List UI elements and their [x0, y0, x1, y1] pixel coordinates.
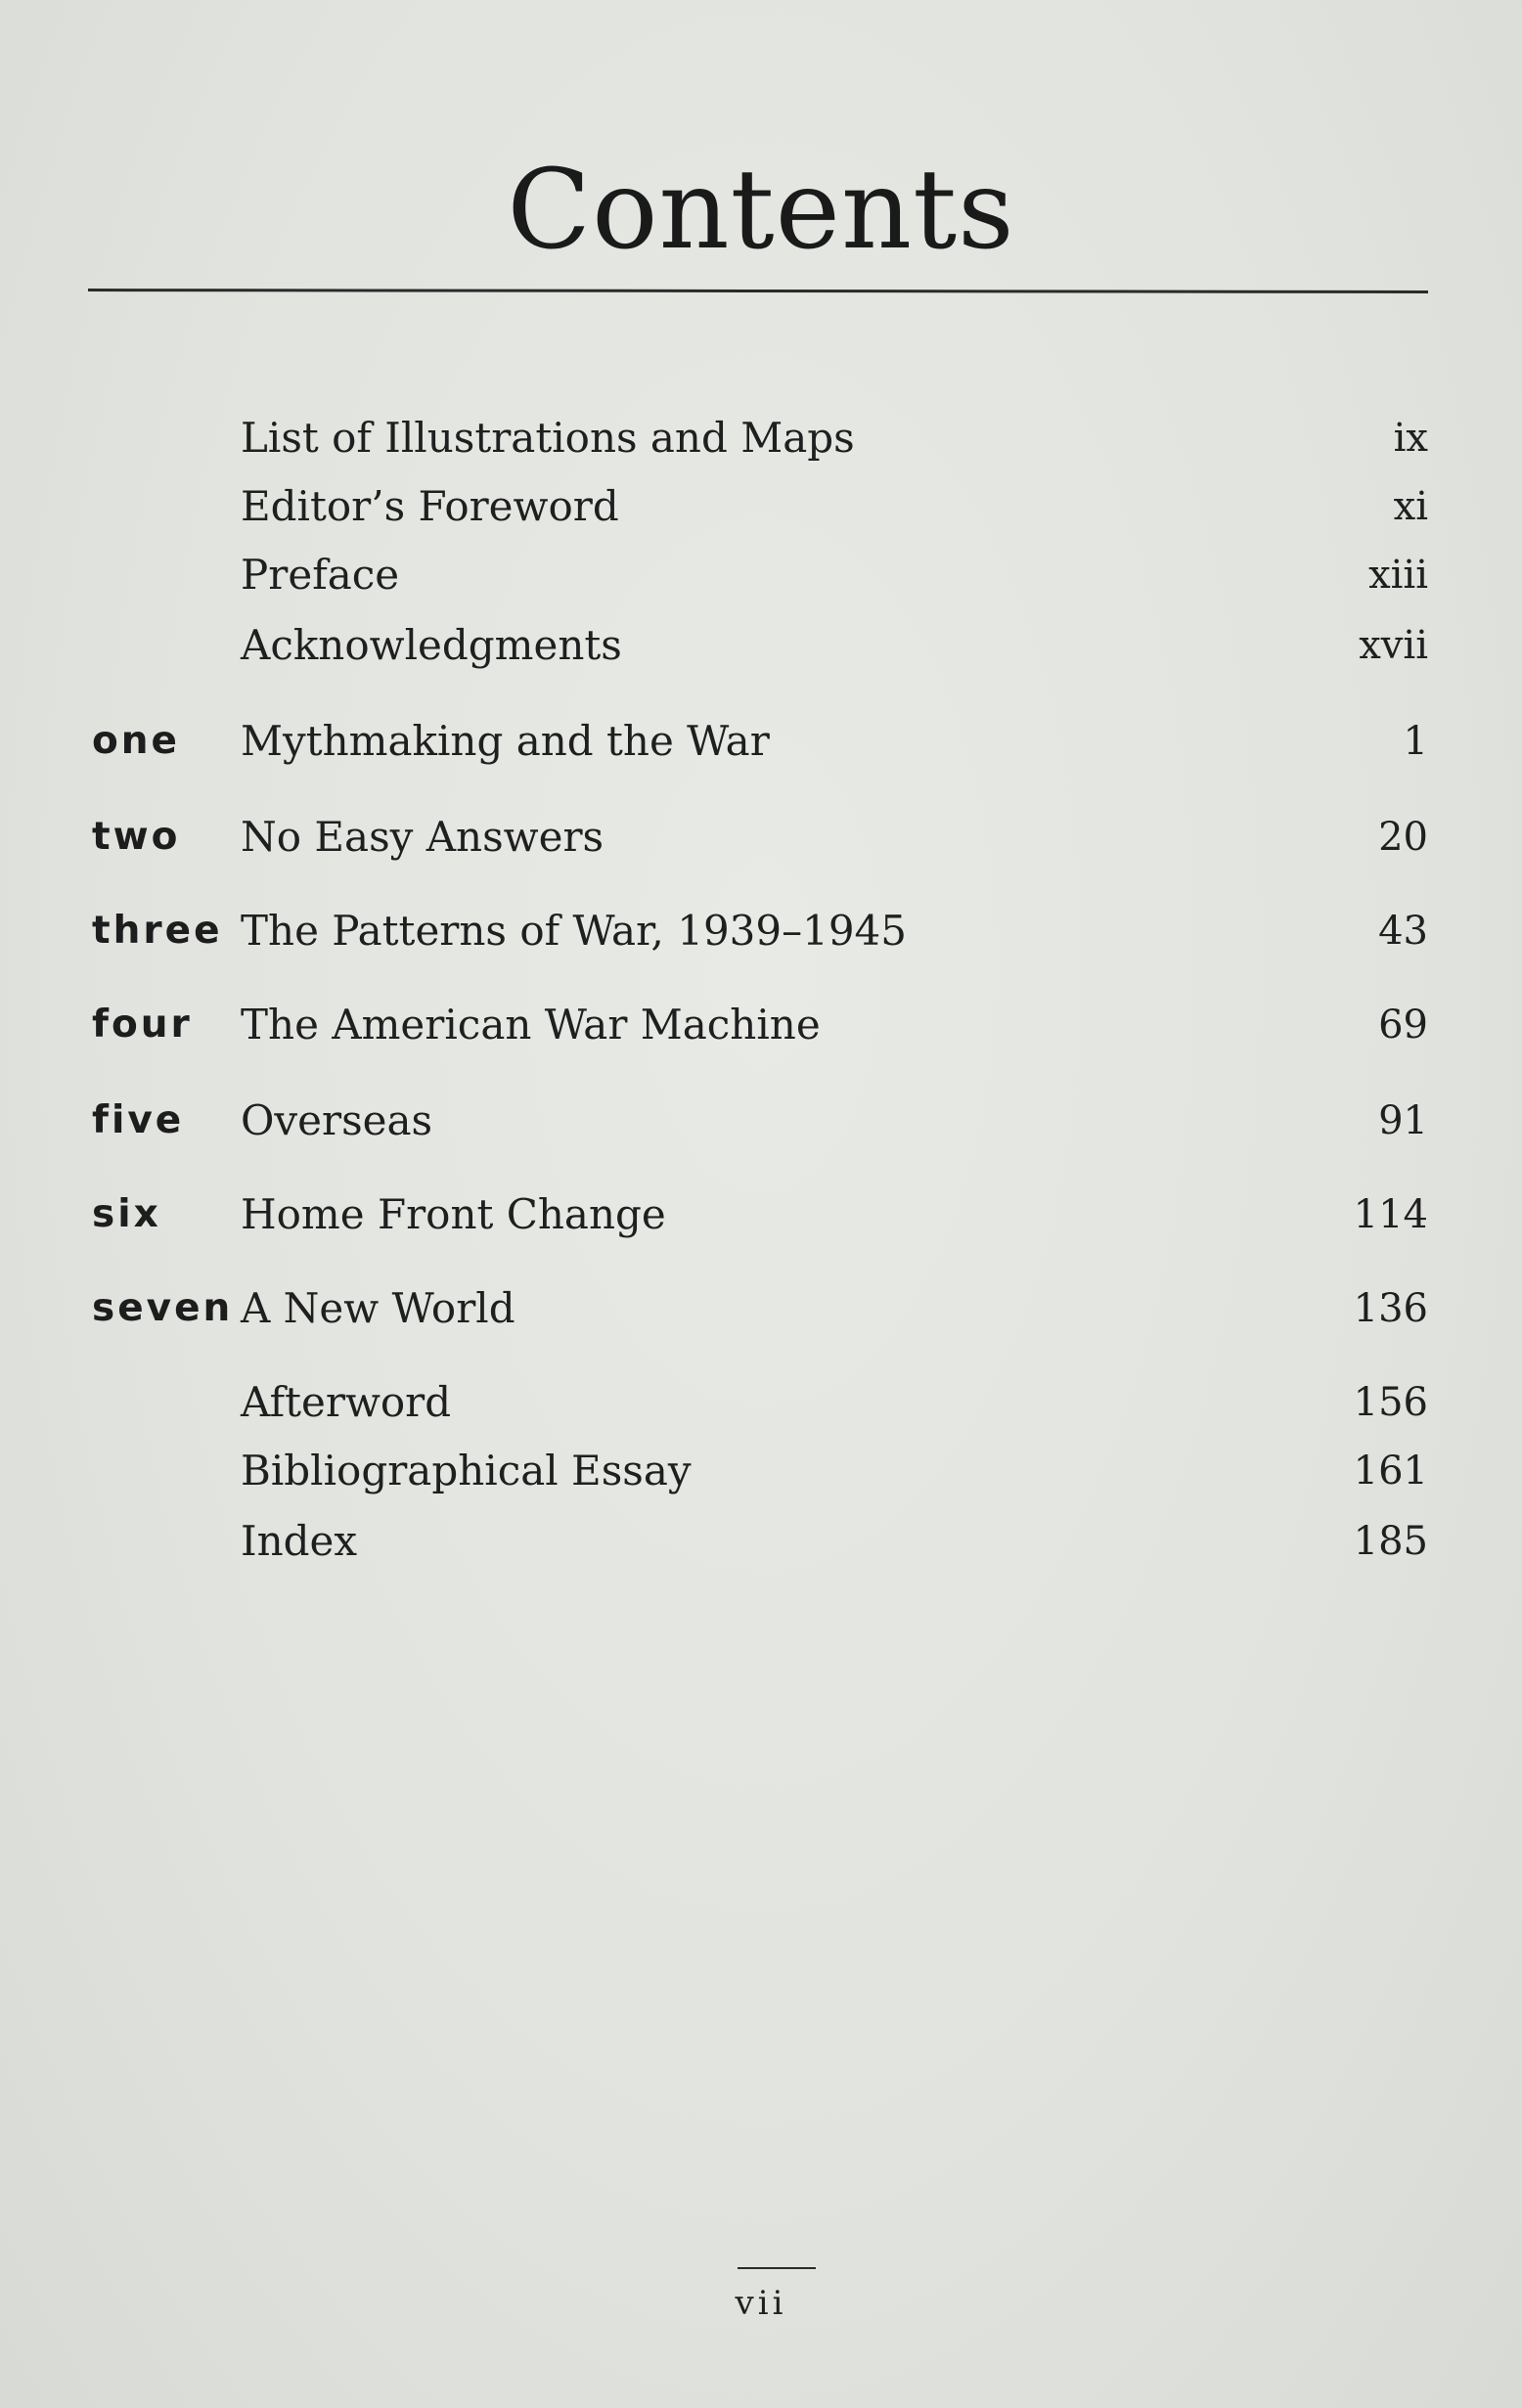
page-folio: vii	[735, 2284, 787, 2323]
entry-title: Overseas	[241, 1096, 433, 1144]
entry-page-number: 114	[1353, 1192, 1428, 1237]
entry-page-number: ix	[1393, 416, 1428, 461]
toc-entry-chapter-five	[0, 1092, 1522, 1150]
folio-rule	[738, 2267, 816, 2269]
entry-title: The American War Machine	[241, 1001, 821, 1048]
entry-title: Bibliographical Essay	[241, 1447, 692, 1494]
toc-entry-acknowledgments	[0, 616, 1522, 675]
entry-page-number: 1	[1403, 719, 1428, 764]
entry-page-number: 185	[1353, 1519, 1428, 1564]
toc-entry-chapter-six	[0, 1185, 1522, 1244]
chapter-number: six	[92, 1192, 161, 1236]
entry-title: List of Illustrations and Maps	[241, 414, 855, 462]
toc-entry-bibliographical-essay	[0, 1442, 1522, 1500]
entry-page-number: 161	[1353, 1449, 1428, 1494]
entry-page-number: xvii	[1359, 623, 1428, 668]
toc-entry-chapter-three	[0, 902, 1522, 960]
chapter-number: four	[92, 1003, 193, 1047]
entry-page-number: 43	[1378, 909, 1428, 954]
entry-title: Home Front Change	[241, 1190, 666, 1238]
chapter-number: five	[92, 1098, 185, 1142]
toc-entry-preface	[0, 546, 1522, 604]
chapter-number: one	[92, 719, 181, 763]
entry-page-number: 20	[1378, 815, 1428, 860]
entry-page-number: 156	[1353, 1380, 1428, 1425]
toc-entry-chapter-one	[0, 712, 1522, 771]
entry-title: Mythmaking and the War	[241, 717, 770, 765]
chapter-number: three	[92, 909, 223, 953]
entry-title: A New World	[241, 1284, 515, 1332]
entry-page-number: 91	[1378, 1098, 1428, 1143]
chapter-number: two	[92, 815, 181, 859]
toc-entry-chapter-seven	[0, 1279, 1522, 1338]
toc-entry-chapter-four	[0, 996, 1522, 1054]
toc-entry-editors-foreword	[0, 477, 1522, 536]
page-title: Contents	[507, 147, 1015, 274]
toc-entry-index	[0, 1512, 1522, 1571]
entry-page-number: xi	[1393, 484, 1428, 529]
entry-page-number: 69	[1378, 1003, 1428, 1048]
toc-entry-chapter-two	[0, 808, 1522, 867]
entry-title: No Easy Answers	[241, 813, 604, 861]
entry-title: Editor’s Foreword	[241, 482, 619, 530]
toc-entry-list-of-illustrations	[0, 409, 1522, 468]
entry-title: The Patterns of War, 1939–1945	[241, 907, 908, 955]
chapter-number: seven	[92, 1286, 234, 1330]
entry-title: Index	[241, 1517, 358, 1565]
entry-page-number: 136	[1353, 1286, 1428, 1331]
entry-title: Afterword	[241, 1378, 452, 1426]
toc-entry-afterword	[0, 1373, 1522, 1432]
entry-title: Preface	[241, 551, 400, 599]
entry-page-number: xiii	[1368, 553, 1428, 598]
entry-title: Acknowledgments	[241, 621, 622, 669]
